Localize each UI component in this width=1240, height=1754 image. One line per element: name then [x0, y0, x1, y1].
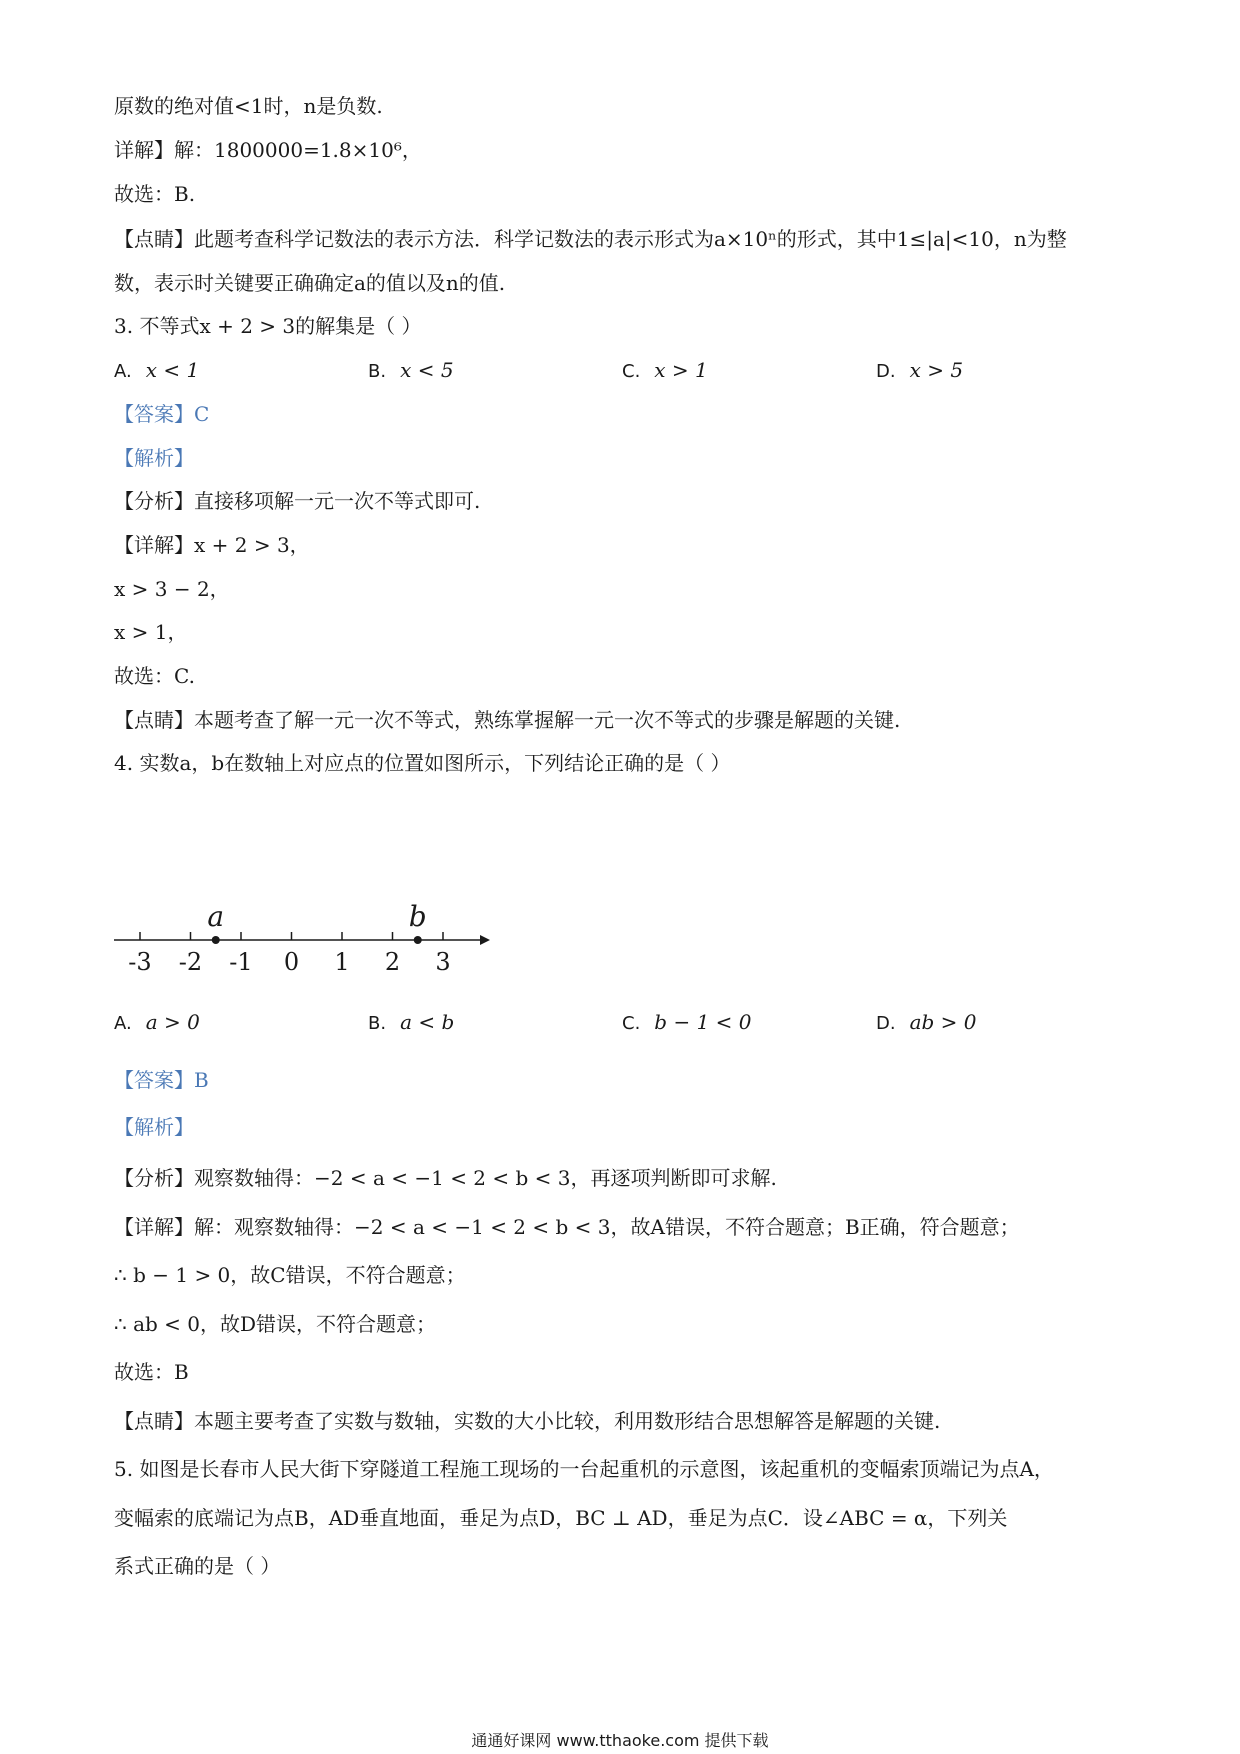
text-line: 【点睛】此题考查科学记数法的表示方法．科学记数法的表示形式为a×10ⁿ的形式，其中1≤|a|<10，n为整	[114, 227, 1067, 251]
option-d: D. ab > 0	[876, 1010, 977, 1034]
question-3-stem: 3. 不等式x + 2 > 3的解集是（ ）	[114, 314, 422, 338]
option-b: B. x < 5	[368, 358, 454, 382]
analysis-label: 【解析】	[114, 1115, 194, 1139]
text-line: 【分析】直接移项解一元一次不等式即可.	[114, 489, 481, 513]
option-c: C. b − 1 < 0	[622, 1010, 752, 1034]
number-line-point-label: a	[207, 900, 225, 933]
text-line: 【点睛】本题考查了解一元一次不等式，熟练掌握解一元一次不等式的步骤是解题的关键.	[114, 708, 901, 732]
text-line: x > 3 − 2，	[114, 577, 230, 601]
number-line-tick-label: 0	[283, 948, 300, 976]
arrow-icon	[480, 935, 490, 945]
question-4-stem: 4. 实数a，b在数轴上对应点的位置如图所示，下列结论正确的是（ ）	[114, 751, 731, 775]
text-line: 故选：B	[114, 1360, 189, 1384]
answer-label: 【答案】C	[114, 402, 210, 426]
text-line: 数，表示时关键要正确确定a的值以及n的值.	[114, 271, 506, 295]
text-line: 【详解】x + 2 > 3，	[114, 533, 310, 557]
number-line-tick-label: 1	[334, 948, 350, 976]
option-b: B. a < b	[368, 1010, 455, 1034]
text-line: ∴ ab < 0，故D错误，不符合题意；	[114, 1312, 437, 1336]
answer-label: 【答案】B	[114, 1068, 209, 1092]
text-line: 【点睛】本题主要考查了实数与数轴，实数的大小比较，利用数形结合思想解答是解题的关键.	[114, 1409, 941, 1433]
number-line-tick-label: -3	[128, 948, 152, 976]
text-line: 原数的绝对值<1时，n是负数.	[114, 94, 383, 118]
text-line: 【分析】观察数轴得：−2 < a < −1 < 2 < b < 3，再逐项判断即可求解.	[114, 1166, 777, 1190]
text-line: x > 1，	[114, 620, 188, 644]
option-d: D. x > 5	[876, 358, 964, 382]
number-line-tick-label: 2	[384, 948, 401, 976]
footer-watermark: 通通好课网 www.tthaoke.com 提供下载	[471, 1731, 769, 1750]
text-line: 故选：B.	[114, 182, 196, 206]
text-line: 系式正确的是（ ）	[114, 1554, 281, 1578]
number-line-point	[414, 936, 422, 944]
text-line: 详解】解：1800000=1.8×10⁶，	[114, 138, 422, 162]
option-a: A. a > 0	[114, 1010, 200, 1034]
analysis-label: 【解析】	[114, 446, 194, 470]
number-line-diagram	[114, 888, 494, 988]
number-line-point-label: b	[408, 900, 427, 933]
number-line-tick-label: -1	[229, 948, 253, 976]
option-a: A. x < 1	[114, 358, 200, 382]
text-line: 变幅索的底端记为点B，AD垂直地面，垂足为点D，BC ⊥ AD，垂足为点C．设∠ABC = α，下列关	[114, 1506, 1008, 1530]
text-line: 【详解】解：观察数轴得：−2 < a < −1 < 2 < b < 3，故A错误，不符合题意；B正确，符合题意；	[114, 1215, 1020, 1239]
text-line: 故选：C.	[114, 664, 195, 688]
number-line-tick-label: -2	[178, 948, 203, 976]
number-line-point	[212, 936, 220, 944]
question-5-stem: 5. 如图是长春市人民大街下穿隧道工程施工现场的一台起重机的示意图，该起重机的变幅索顶端记为点A，	[114, 1457, 1054, 1481]
text-line: ∴ b − 1 > 0，故C错误，不符合题意；	[114, 1263, 466, 1287]
option-c: C. x > 1	[622, 358, 708, 382]
number-line-tick-label: 3	[435, 948, 451, 976]
